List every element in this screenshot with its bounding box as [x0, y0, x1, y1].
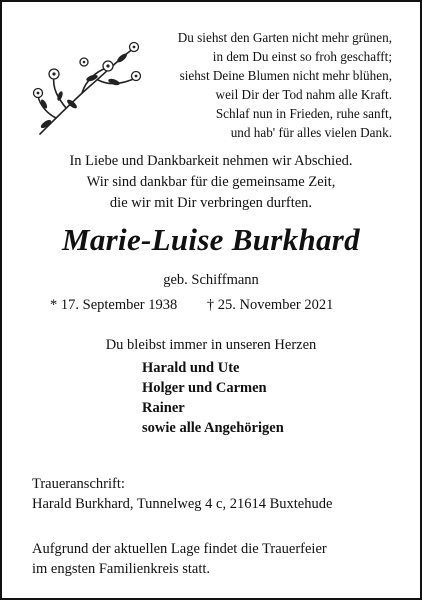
life-dates [50, 297, 333, 314]
farewell-text [2, 151, 420, 214]
poem-line: in dem Du einst so froh geschafft; [212, 49, 392, 64]
flower-branch-icon [26, 38, 146, 138]
funeral-note [32, 539, 327, 579]
note-line: Aufgrund der aktuellen Lage findet die Trauerfeier [32, 541, 327, 557]
poem-line: Schlaf nun in Frieden, ruhe sanft, [215, 106, 392, 121]
deceased-name: Marie-Luise Burkhard [62, 222, 360, 257]
mourner-name: Holger und Carmen [142, 380, 267, 396]
note-line: im engsten Familienkreis statt. [32, 561, 211, 577]
poem-line: und hab' für alles vielen Dank. [230, 125, 392, 140]
mourner-name: Harald und Ute [142, 360, 240, 376]
maiden-name: geb. Schiffmann [163, 272, 259, 288]
birth-date: * 17. September 1938 [50, 297, 178, 313]
address-label: Traueranschrift: [32, 476, 125, 492]
mourning-address [32, 474, 332, 514]
poem [178, 28, 392, 142]
address-line: Harald Burkhard, Tunnelweg 4 c, 21614 Buxtehude [32, 496, 333, 512]
memorial-line: Du bleibst immer in unseren Herzen [105, 337, 317, 353]
mourners-list [142, 358, 284, 438]
poem-line: weil Dir der Tod nahm alle Kraft. [215, 87, 392, 102]
poem-line: Du siehst den Garten nicht mehr grünen, [177, 30, 392, 45]
mourner-name: Rainer [142, 400, 185, 416]
mourner-name: sowie alle Angehörigen [142, 420, 284, 436]
poem-line: siehst Deine Blumen nicht mehr blühen, [179, 68, 392, 83]
farewell-line: In Liebe und Dankbarkeit nehmen wir Abschied. [69, 153, 353, 169]
farewell-line: Wir sind dankbar für die gemeinsame Zeit, [86, 174, 336, 190]
death-date: † 25. November 2021 [206, 297, 334, 313]
farewell-line: die wir mit Dir verbringen durften. [109, 195, 313, 211]
